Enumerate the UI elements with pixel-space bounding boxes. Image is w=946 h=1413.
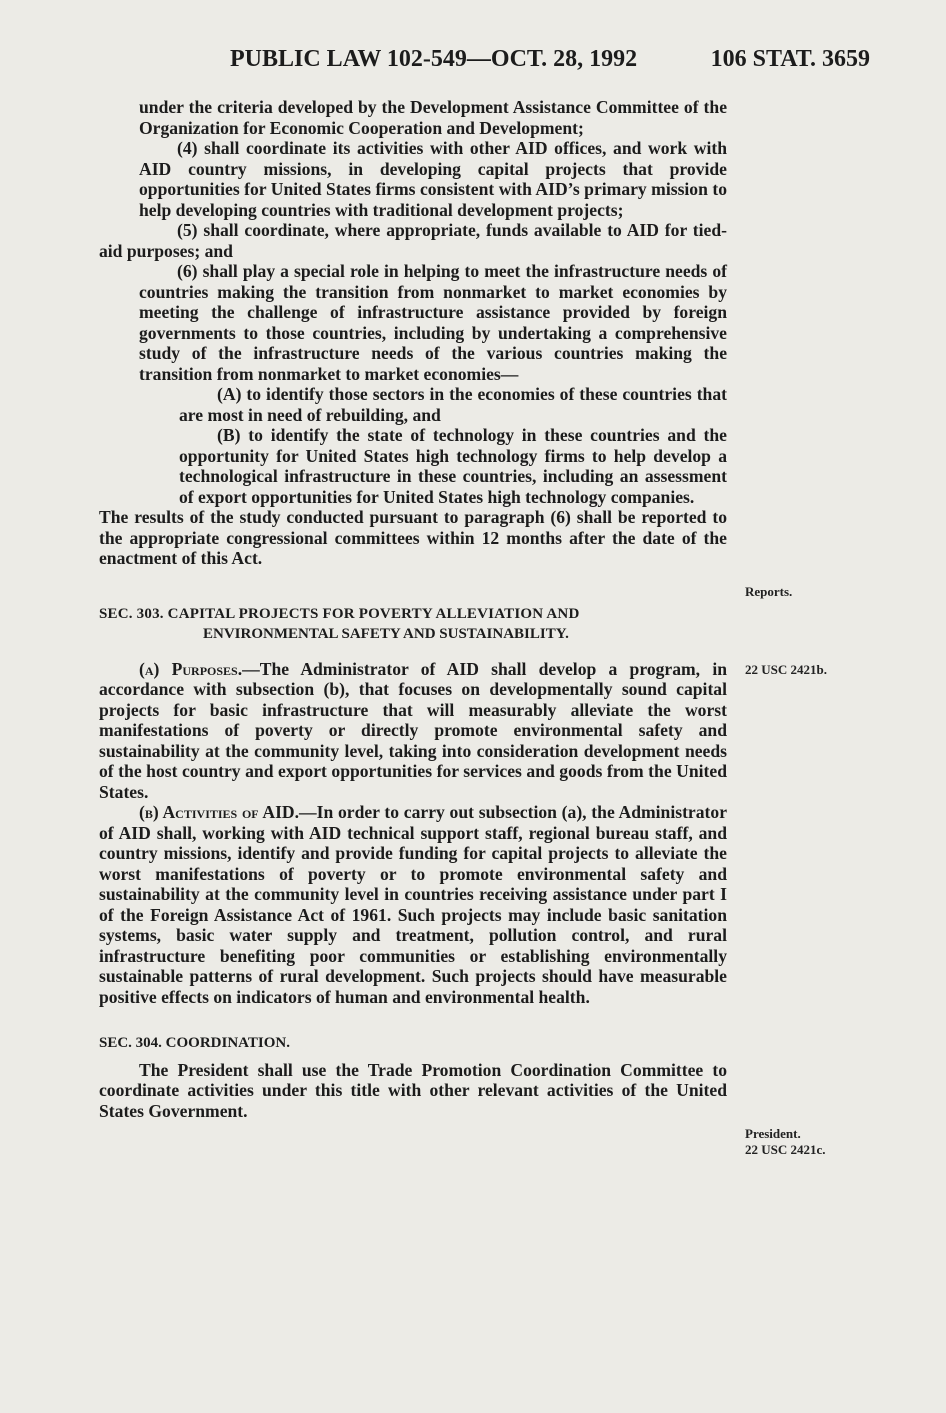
margin-note-president: President. <box>745 1126 801 1141</box>
section-303-a-text: —The Administrator of AID shall develop a program, in accordance with subsection (b), that focuses on developmentally sound capital projects for basic infrastructure that will measurably alleviate the worst manifestations of poverty or directly promote environmental safety and sustainability at the community level, taking into consideration development needs of the host country and export opportunities for services and goods from the United States. <box>99 658 727 802</box>
paragraph-5: (5) shall coordinate, where appropriate, funds available to AID for tied-aid purposes; and <box>99 220 727 261</box>
section-303-b-label: (b) Activities of AID. <box>139 802 300 822</box>
margin-note-usc-2421b: 22 USC 2421b. <box>745 662 827 677</box>
header-stat-page: 106 STAT. 3659 <box>710 46 870 72</box>
section-303-a-label: (a) Purposes. <box>139 658 243 679</box>
paragraph-4: (4) shall coordinate its activities with other AID offices, and work with AID country missions, in developing capital projects that provide opportunities for United States firms consistent with AID’s primary mission to help developing countries with traditional development projects; <box>139 138 727 220</box>
body-text <box>99 97 727 1121</box>
margin-note-usc-2421c: 22 USC 2421c. <box>745 1142 826 1157</box>
section-303-a <box>99 659 727 803</box>
section-303-b <box>99 802 727 1007</box>
section-303-heading <box>99 602 727 645</box>
section-303-title-cont: ENVIRONMENTAL SAFETY AND SUSTAINABILITY. <box>203 626 569 642</box>
section-304-text: The President shall use the Trade Promotion Coordination Committee to coordinate activities under this title with other relevant activities of the United States Government. <box>99 1059 727 1121</box>
section-304-heading <box>99 1031 727 1054</box>
section-304-title: SEC. 304. COORDINATION. <box>99 1035 290 1051</box>
subparagraph-b: (B) to identify the state of technology in these countries and the opportunity for United States high technology firms to help develop a technological infrastructure in these countries, including an assessment of export opportunities for United States high technology companies. <box>179 425 727 507</box>
header-citation: PUBLIC LAW 102-549—OCT. 28, 1992 <box>230 46 638 72</box>
subparagraph-a: (A) to identify those sectors in the economies of these countries that are most in need of rebuilding, and <box>179 384 727 425</box>
results-paragraph: The results of the study conducted pursuant to paragraph (6) shall be reported to the appropriate congressional committees within 12 months after the date of the enactment of this Act. <box>99 507 727 568</box>
paragraph-6: (6) shall play a special role in helping to meet the infrastructure needs of countries making the transition from nonmarket to market economies by meeting the challenge of infrastructure assistance provided by foreign governments to those countries, including by undertaking a comprehensive study of the infrastructure needs of the various countries making the transition from nonmarket to market economies— <box>139 261 727 384</box>
margin-note-reports: Reports. <box>745 584 793 599</box>
subparagraph-block <box>179 384 727 507</box>
paragraph-continuation: under the criteria developed by the Development Assistance Committee of the Organization for Economic Cooperation and Development; <box>139 97 727 138</box>
section-303-b-text: —In order to carry out subsection (a), the Administrator of AID shall, working with AID technical support staff, regional bureau staff, and country missions, identify and provide funding for capital projects to alleviate the worst manifestations of poverty or to promote environmental safety and sustainability at the community level in countries receiving assistance under part I of the Foreign Assistance Act of 1961. Such projects may include basic sanitation systems, basic water supply and treatment, pollution control, and rural infrastructure benefiting poor communities or establishing environmentally sustainable patterns of rural development. Such projects should have measurable positive effects on indicators of human and environmental health. <box>99 802 727 1007</box>
page-header <box>230 46 870 80</box>
section-303-title: SEC. 303. CAPITAL PROJECTS FOR POVERTY ALLEVIATION AND <box>99 605 580 622</box>
